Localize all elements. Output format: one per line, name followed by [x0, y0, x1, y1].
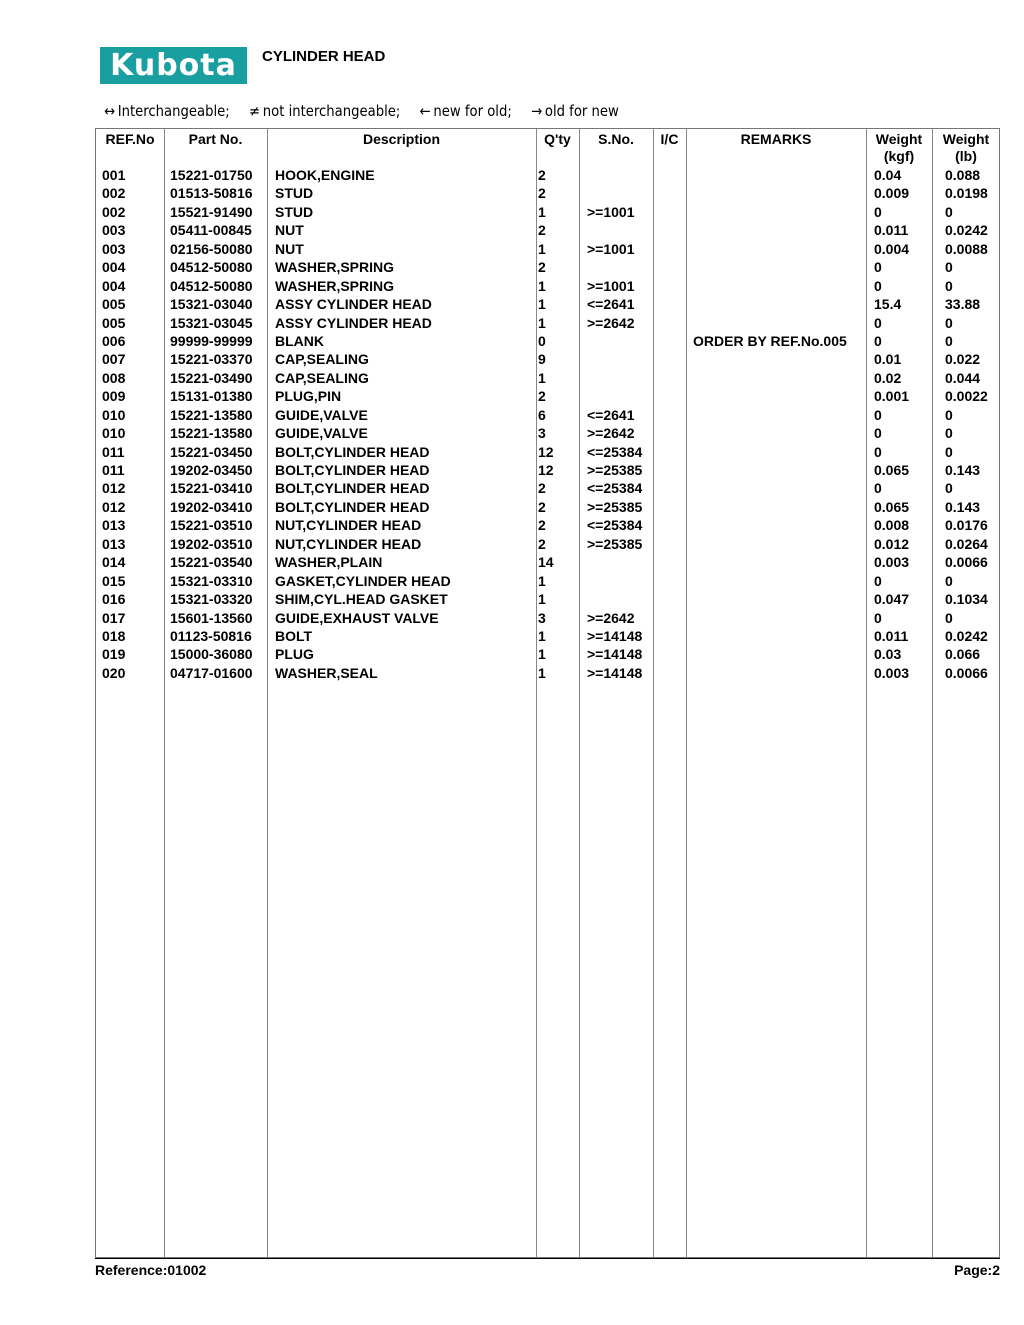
- qty-cell: 1: [538, 572, 546, 589]
- serial-no-cell: <=2641: [587, 406, 635, 423]
- ref-no-cell: 002: [102, 203, 126, 220]
- table-row: [96, 369, 999, 387]
- footer-divider: [95, 1258, 1000, 1259]
- description-cell: BOLT,CYLINDER HEAD: [275, 462, 430, 478]
- description-cell: BOLT,CYLINDER HEAD: [275, 480, 430, 497]
- part-no-cell: 15321-03040: [170, 296, 253, 313]
- table-row: [96, 479, 999, 497]
- serial-no-cell: >=25385: [587, 462, 643, 478]
- description-cell: GUIDE,EXHAUST VALVE: [275, 609, 439, 626]
- qty-cell: 3: [538, 609, 546, 626]
- weight-kgf-cell: 0: [874, 332, 882, 349]
- description-cell: NUT: [275, 240, 304, 257]
- weight-lb-cell: 0.088: [945, 167, 981, 183]
- weight-kgf-cell: 15.4: [874, 296, 902, 313]
- serial-no-cell: >=1001: [587, 240, 635, 257]
- serial-no-cell: >=2642: [587, 314, 635, 331]
- table-row: [96, 406, 999, 424]
- description-cell: BOLT,CYLINDER HEAD: [275, 498, 430, 515]
- weight-lb-cell: 0.143: [945, 462, 981, 478]
- qty-cell: 14: [538, 554, 554, 571]
- part-no-cell: 15221-03540: [170, 554, 253, 571]
- qty-cell: 6: [538, 406, 546, 423]
- weight-lb-cell: 0: [945, 425, 953, 442]
- table-row: [96, 535, 999, 553]
- part-no-cell: 15221-03410: [170, 480, 253, 497]
- weight-kgf-cell: 0.001: [874, 388, 910, 405]
- ref-no-cell: 008: [102, 369, 126, 386]
- ref-no-cell: 014: [102, 554, 126, 571]
- weight-lb-cell: 0.0242: [945, 627, 988, 644]
- description-cell: GUIDE,VALVE: [275, 425, 368, 442]
- header-part-no: Part No.: [188, 131, 243, 147]
- qty-cell: 2: [538, 167, 546, 183]
- weight-lb-cell: 0: [945, 406, 953, 423]
- weight-lb-cell: 0.0088: [945, 240, 988, 257]
- qty-cell: 1: [538, 277, 546, 294]
- legend-not-interchangeable: ≠ not interchangeable;: [249, 102, 401, 120]
- ref-no-cell: 019: [102, 646, 126, 663]
- weight-lb-cell: 0.0264: [945, 535, 988, 552]
- weight-lb-cell: 0: [945, 480, 953, 497]
- weight-lb-cell: 0: [945, 277, 953, 294]
- weight-kgf-cell: 0.01: [874, 351, 902, 368]
- ref-no-cell: 011: [102, 462, 125, 478]
- serial-no-cell: >=2642: [587, 425, 635, 442]
- weight-kgf-cell: 0: [874, 443, 882, 460]
- qty-cell: 2: [538, 498, 546, 515]
- table-row: [96, 645, 999, 663]
- page-title: CYLINDER HEAD: [262, 48, 386, 65]
- description-cell: WASHER,PLAIN: [275, 554, 383, 571]
- description-cell: WASHER,SEAL: [275, 664, 378, 681]
- table-row: [96, 184, 999, 202]
- weight-lb-cell: 0.0198: [945, 185, 988, 202]
- weight-lb-cell: 0.0066: [945, 554, 988, 571]
- description-cell: CAP,SEALING: [275, 369, 369, 386]
- weight-lb-cell: 0.044: [945, 369, 981, 386]
- weight-lb-cell: 0: [945, 259, 953, 276]
- weight-kgf-cell: 0: [874, 314, 882, 331]
- weight-kgf-cell: 0.011: [874, 627, 909, 644]
- weight-lb-cell: 0: [945, 203, 953, 220]
- serial-no-cell: >=25385: [587, 535, 643, 552]
- part-no-cell: 05411-00845: [170, 222, 252, 239]
- ref-no-cell: 013: [102, 535, 126, 552]
- ref-no-cell: 011: [102, 443, 125, 460]
- weight-lb-cell: 0.0176: [945, 517, 988, 534]
- old-for-new-icon: →: [531, 102, 543, 120]
- serial-no-cell: >=1001: [587, 277, 635, 294]
- serial-no-cell: >=14148: [587, 664, 643, 681]
- part-no-cell: 15221-13580: [170, 406, 253, 423]
- serial-no-cell: >=14148: [587, 646, 643, 663]
- ref-no-cell: 006: [102, 332, 126, 349]
- table-row: [96, 424, 999, 442]
- weight-kgf-cell: 0.047: [874, 591, 910, 608]
- legend-interchangeable: ↔ Interchangeable;: [104, 102, 230, 120]
- weight-kgf-cell: 0: [874, 480, 882, 497]
- weight-kgf-cell: 0: [874, 203, 882, 220]
- table-row: [96, 627, 999, 645]
- header-remarks: REMARKS: [740, 131, 812, 147]
- qty-cell: 1: [538, 203, 546, 220]
- weight-lb-cell: 0.1034: [945, 591, 988, 608]
- qty-cell: 1: [538, 369, 546, 386]
- part-no-cell: 02156-50080: [170, 240, 253, 257]
- qty-cell: 2: [538, 535, 546, 552]
- weight-kgf-cell: 0.065: [874, 462, 910, 478]
- serial-no-cell: <=25384: [587, 480, 643, 497]
- ref-no-cell: 017: [102, 609, 126, 626]
- table-row: [96, 572, 999, 590]
- part-no-cell: 15601-13560: [170, 609, 253, 626]
- part-no-cell: 15321-03045: [170, 314, 253, 331]
- ref-no-cell: 001: [102, 167, 126, 183]
- reference-number: Reference:01002: [95, 1262, 207, 1278]
- description-cell: PLUG,PIN: [275, 388, 342, 405]
- ref-no-cell: 004: [102, 277, 126, 294]
- weight-lb-cell: 0: [945, 609, 953, 626]
- qty-cell: 2: [538, 517, 546, 534]
- serial-no-cell: <=25384: [587, 517, 643, 534]
- description-cell: BOLT,CYLINDER HEAD: [275, 443, 430, 460]
- qty-cell: 2: [538, 388, 546, 405]
- part-no-cell: 01123-50816: [170, 627, 252, 644]
- qty-cell: 2: [538, 259, 546, 276]
- parts-table: [95, 128, 1000, 1258]
- qty-cell: 3: [538, 425, 546, 442]
- header-ref-no: REF.No: [105, 131, 155, 147]
- legend-old-for-new: → old for new: [531, 102, 619, 120]
- weight-kgf-cell: 0.003: [874, 554, 910, 571]
- table-row: [96, 609, 999, 627]
- part-no-cell: 15221-01750: [170, 167, 253, 183]
- description-cell: BOLT: [275, 627, 313, 644]
- remarks-cell: ORDER BY REF.No.005: [693, 332, 847, 349]
- description-cell: WASHER,SPRING: [275, 259, 395, 276]
- weight-kgf-cell: 0.012: [874, 535, 910, 552]
- description-cell: GUIDE,VALVE: [275, 406, 368, 423]
- interchangeable-icon: ↔: [104, 102, 116, 120]
- table-row: [96, 498, 999, 516]
- ref-no-cell: 004: [102, 259, 126, 276]
- ref-no-cell: 005: [102, 296, 126, 313]
- table-row: [96, 258, 999, 276]
- table-row: [96, 516, 999, 534]
- weight-lb-cell: 0: [945, 314, 953, 331]
- qty-cell: 1: [538, 296, 546, 313]
- table-row: [96, 314, 999, 332]
- ref-no-cell: 005: [102, 314, 126, 331]
- description-cell: SHIM,CYL.HEAD GASKET: [275, 591, 448, 608]
- qty-cell: 0: [538, 332, 546, 349]
- description-cell: NUT: [275, 222, 304, 239]
- description-cell: GASKET,CYLINDER HEAD: [275, 572, 451, 589]
- part-no-cell: 04717-01600: [170, 664, 253, 681]
- header-serial-no: S.No.: [598, 131, 634, 147]
- table-row: [96, 553, 999, 571]
- header-qty: Q'ty: [544, 131, 571, 147]
- weight-kgf-cell: 0.008: [874, 517, 910, 534]
- ref-no-cell: 015: [102, 572, 126, 589]
- weight-kgf-cell: 0: [874, 259, 882, 276]
- qty-cell: 12: [538, 443, 554, 460]
- qty-cell: 2: [538, 222, 546, 239]
- ref-no-cell: 007: [102, 351, 126, 368]
- qty-cell: 1: [538, 646, 546, 663]
- qty-cell: 1: [538, 240, 546, 257]
- table-row: [96, 664, 999, 682]
- kubota-logo: Kubota: [100, 47, 247, 84]
- part-no-cell: 19202-03510: [170, 535, 253, 552]
- description-cell: WASHER,SPRING: [275, 277, 395, 294]
- description-cell: PLUG: [275, 646, 314, 663]
- description-cell: STUD: [275, 203, 314, 220]
- ref-no-cell: 018: [102, 627, 126, 644]
- weight-kgf-cell: 0: [874, 572, 882, 589]
- weight-lb-cell: 0: [945, 443, 953, 460]
- part-no-cell: 01513-50816: [170, 185, 253, 202]
- table-row: [96, 387, 999, 405]
- ref-no-cell: 003: [102, 240, 126, 257]
- weight-kgf-cell: 0.065: [874, 498, 910, 515]
- weight-lb-cell: 0.022: [945, 351, 981, 368]
- description-cell: ASSY CYLINDER HEAD: [275, 314, 432, 331]
- weight-kgf-cell: 0.004: [874, 240, 910, 257]
- table-row: [96, 590, 999, 608]
- weight-lb-cell: 0.0242: [945, 222, 988, 239]
- table-row: [96, 350, 999, 368]
- weight-kgf-cell: 0: [874, 277, 882, 294]
- description-cell: STUD: [275, 185, 314, 202]
- qty-cell: 12: [538, 462, 554, 478]
- part-no-cell: 19202-03410: [170, 498, 253, 515]
- weight-kgf-cell: 0.003: [874, 664, 910, 681]
- serial-no-cell: >=25385: [587, 498, 643, 515]
- weight-kgf-cell: 0.02: [874, 369, 902, 386]
- description-cell: ASSY CYLINDER HEAD: [275, 296, 432, 313]
- page-number: Page:2: [954, 1262, 1000, 1278]
- weight-lb-cell: 0.0022: [945, 388, 988, 405]
- serial-no-cell: >=2642: [587, 609, 635, 626]
- weight-lb-cell: 0: [945, 332, 953, 349]
- part-no-cell: 04512-50080: [170, 259, 253, 276]
- weight-kgf-cell: 0.03: [874, 646, 902, 663]
- table-row: [96, 332, 999, 350]
- legend-new-for-old: ← new for old;: [419, 102, 512, 120]
- part-no-cell: 15221-03370: [170, 351, 253, 368]
- ref-no-cell: 002: [102, 185, 126, 202]
- part-no-cell: 15221-03510: [170, 517, 253, 534]
- part-no-cell: 99999-99999: [170, 332, 253, 349]
- ref-no-cell: 013: [102, 517, 126, 534]
- header-weight-kgf: Weight (kgf): [875, 131, 923, 164]
- qty-cell: 2: [538, 480, 546, 497]
- part-no-cell: 15321-03320: [170, 591, 253, 608]
- description-cell: BLANK: [275, 332, 324, 349]
- legend: [104, 102, 619, 120]
- part-no-cell: 15000-36080: [170, 646, 253, 663]
- description-cell: HOOK,ENGINE: [275, 167, 375, 183]
- serial-no-cell: >=1001: [587, 203, 635, 220]
- ref-no-cell: 016: [102, 591, 126, 608]
- weight-kgf-cell: 0.009: [874, 185, 910, 202]
- qty-cell: 1: [538, 664, 546, 681]
- table-body: [96, 166, 999, 682]
- weight-kgf-cell: 0.04: [874, 167, 902, 183]
- table-row: [96, 221, 999, 239]
- description-cell: CAP,SEALING: [275, 351, 369, 368]
- serial-no-cell: >=14148: [587, 627, 643, 644]
- part-no-cell: 15221-03490: [170, 369, 253, 386]
- qty-cell: 9: [538, 351, 546, 368]
- part-no-cell: 15221-13580: [170, 425, 253, 442]
- header-weight-lb: Weight (lb): [942, 131, 990, 164]
- weight-lb-cell: 0.143: [945, 498, 981, 515]
- description-cell: NUT,CYLINDER HEAD: [275, 535, 422, 552]
- weight-lb-cell: 0.0066: [945, 664, 988, 681]
- part-no-cell: 04512-50080: [170, 277, 253, 294]
- ref-no-cell: 003: [102, 222, 126, 239]
- part-no-cell: 15321-03310: [170, 572, 253, 589]
- weight-kgf-cell: 0: [874, 425, 882, 442]
- qty-cell: 1: [538, 591, 546, 608]
- weight-kgf-cell: 0: [874, 609, 882, 626]
- table-row: [96, 461, 999, 479]
- part-no-cell: 15521-91490: [170, 203, 253, 220]
- qty-cell: 2: [538, 185, 546, 202]
- serial-no-cell: <=25384: [587, 443, 643, 460]
- ref-no-cell: 012: [102, 498, 126, 515]
- part-no-cell: 15221-03450: [170, 443, 253, 460]
- weight-kgf-cell: 0: [874, 406, 882, 423]
- table-row: [96, 295, 999, 313]
- qty-cell: 1: [538, 314, 546, 331]
- ref-no-cell: 020: [102, 664, 126, 681]
- ref-no-cell: 009: [102, 388, 126, 405]
- table-row: [96, 166, 999, 184]
- ref-no-cell: 010: [102, 406, 126, 423]
- header-description: Description: [362, 131, 440, 147]
- table-row: [96, 277, 999, 295]
- table-row: [96, 203, 999, 221]
- ref-no-cell: 010: [102, 425, 126, 442]
- weight-lb-cell: 33.88: [945, 296, 981, 313]
- qty-cell: 1: [538, 627, 546, 644]
- table-row: [96, 443, 999, 461]
- table-row: [96, 240, 999, 258]
- weight-lb-cell: 0.066: [945, 646, 981, 663]
- header-ic: I/C: [660, 131, 679, 147]
- not-interchangeable-icon: ≠: [249, 102, 261, 120]
- new-for-old-icon: ←: [419, 102, 431, 120]
- part-no-cell: 19202-03450: [170, 462, 253, 478]
- description-cell: NUT,CYLINDER HEAD: [275, 517, 422, 534]
- serial-no-cell: <=2641: [587, 296, 635, 313]
- weight-lb-cell: 0: [945, 572, 953, 589]
- weight-kgf-cell: 0.011: [874, 222, 909, 239]
- ref-no-cell: 012: [102, 480, 126, 497]
- part-no-cell: 15131-01380: [170, 388, 253, 405]
